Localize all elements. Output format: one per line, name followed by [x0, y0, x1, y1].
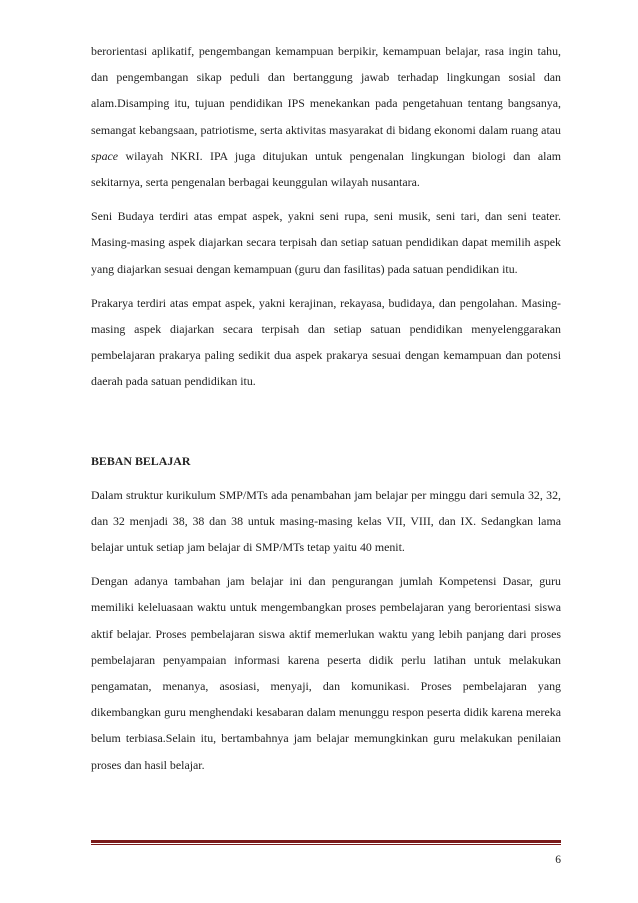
paragraph-tambahan-jam: Dengan adanya tambahan jam belajar ini dan pengurangan jumlah Kompetensi Dasar, guru memiliki keleluasaan waktu untuk mengembangkan proses pembelajaran yang berorientasi siswa aktif belajar. Proses pembelajaran siswa aktif memerlukan waktu yang lebih panjang dari proses pembelajaran penyampaian informasi karena peserta didik perlu latihan untuk melakukan pengamatan, menanya, asosiasi, menyaji, dan komunikasi. Proses pembelajaran yang dikembangkan guru menghendaki kesabaran dalam menunggu respon peserta didik karena mereka belum terbiasa.Selain itu, bertambahnya jam belajar memungkinkan guru melakukan penilaian proses dan hasil belajar.	[91, 574, 561, 772]
page-footer	[91, 840, 561, 866]
paragraph-text: wilayah NKRI. IPA juga ditujukan untuk pengenalan lingkungan biologi dan alam sekitarnya, serta pengenalan berbagai keunggulan wilayah nusantara.	[91, 148, 561, 190]
section-spacer	[91, 403, 561, 448]
footer-rule-thin	[91, 844, 561, 845]
paragraph-prakarya: Prakarya terdiri atas empat aspek, yakni kerajinan, rekayasa, budidaya, dan pengolahan. Masing-masing aspek diajarkan secara terpisah dan setiap satuan pendidikan menyelenggarakan pembelajaran prakarya paling sedikit dua aspek prakarya sesuai dengan kemampuan dan potensi daerah pada satuan pendidikan itu.	[91, 295, 561, 389]
page-number: 6	[555, 854, 561, 866]
italic-term-space: space	[91, 148, 119, 163]
paragraph-text: berorientasi aplikatif, pengembangan kemampuan berpikir, kemampuan belajar, rasa ingin tahu, dan pengembangan sikap peduli dan bertanggung jawab terhadap lingkungan sosial dan alam.Disamping itu, tujuan pendidikan IPS menekankan pada pengetahuan tentang bangsanya, semangat kebangsaan, patriotisme, serta aktivitas masyarakat di bidang ekonomi dalam ruang atau	[91, 44, 561, 137]
page-body	[91, 38, 561, 786]
paragraph-seni-budaya: Seni Budaya terdiri atas empat aspek, yakni seni rupa, seni musik, seni tari, dan seni teater. Masing-masing aspek diajarkan secara terpisah dan setiap satuan pendidikan dapat memilih aspek yang diajarkan sesuai dengan kemampuan (guru dan fasilitas) pada satuan pendidikan itu.	[91, 209, 561, 276]
paragraph-struktur-kurikulum: Dalam struktur kurikulum SMP/MTs ada penambahan jam belajar per minggu dari semula 32, 32, dan 32 menjadi 38, 38 dan 38 untuk masing-masing kelas VII, VIII, dan IX. Sedangkan lama belajar untuk setiap jam belajar di SMP/MTs tetap yaitu 40 menit.	[91, 487, 561, 555]
heading-spacer	[91, 474, 561, 482]
section-heading-beban-belajar: BEBAN BELAJAR	[91, 453, 191, 468]
paragraph-ips-ipa	[91, 38, 561, 195]
